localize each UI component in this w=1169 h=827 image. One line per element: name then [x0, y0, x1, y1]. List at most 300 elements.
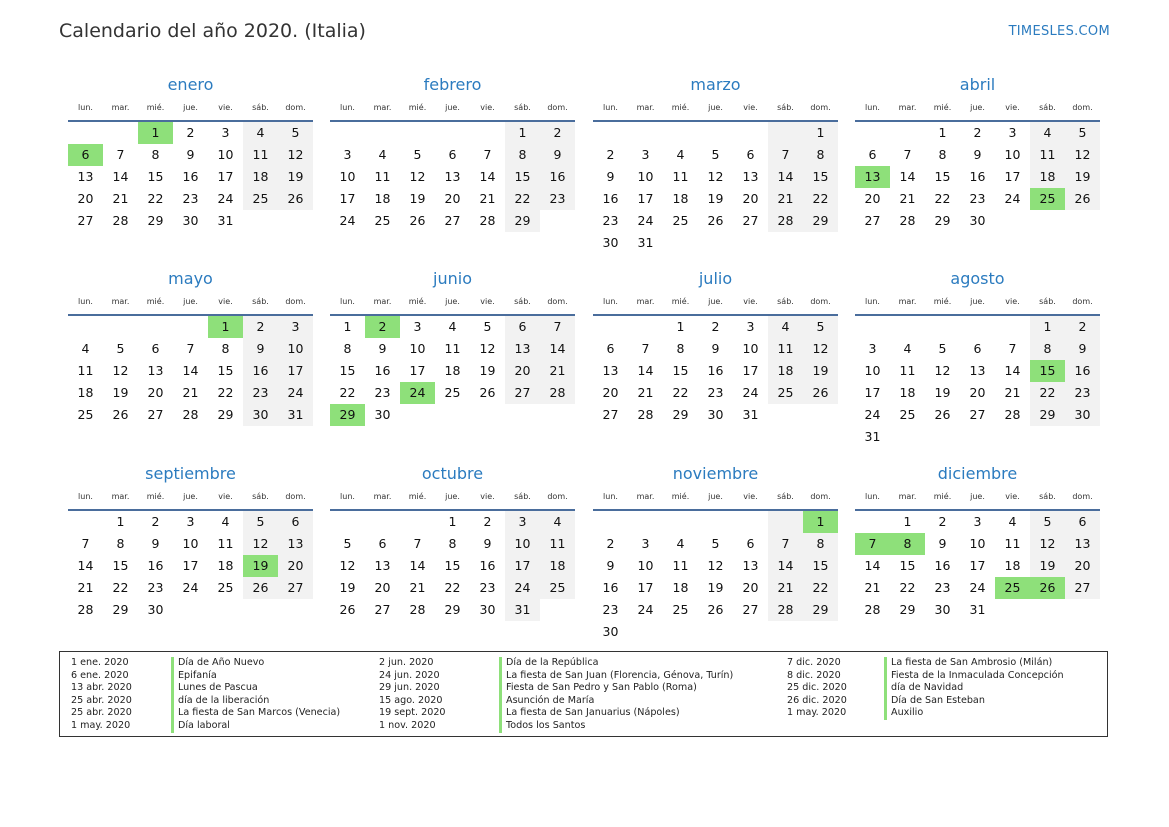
day-cell[interactable]: 1 — [803, 511, 838, 533]
day-cell[interactable]: 20 — [278, 555, 313, 577]
day-cell[interactable]: 24 — [969, 580, 986, 595]
day-cell[interactable]: 12 — [803, 338, 838, 360]
day-cell[interactable]: 24 — [182, 580, 199, 595]
day-cell[interactable]: 16 — [602, 580, 619, 595]
day-cell[interactable]: 22 — [147, 191, 164, 206]
day-cell[interactable]: 16 — [934, 558, 951, 573]
day-cell[interactable]: 27 — [742, 602, 759, 617]
day-cell[interactable]: 6 — [973, 341, 982, 356]
day-cell[interactable]: 14 — [768, 555, 803, 577]
day-cell[interactable]: 15 — [444, 558, 461, 573]
day-cell[interactable]: 21 — [768, 188, 803, 210]
day-cell[interactable]: 15 — [1030, 360, 1065, 382]
day-cell[interactable]: 1 — [448, 514, 457, 529]
day-cell[interactable]: 29 — [803, 210, 838, 232]
day-cell[interactable]: 12 — [707, 558, 724, 573]
day-cell[interactable]: 8 — [1030, 338, 1065, 360]
day-cell[interactable]: 19 — [934, 385, 951, 400]
day-cell[interactable]: 30 — [182, 213, 199, 228]
day-cell[interactable]: 3 — [746, 319, 755, 334]
day-cell[interactable]: 9 — [1065, 338, 1100, 360]
day-cell[interactable]: 29 — [217, 407, 234, 422]
day-cell[interactable]: 13 — [505, 338, 540, 360]
day-cell[interactable]: 3 — [641, 536, 650, 551]
day-cell[interactable]: 1 — [938, 125, 947, 140]
day-cell[interactable]: 31 — [278, 404, 313, 426]
day-cell[interactable]: 31 — [864, 429, 881, 444]
day-cell[interactable]: 31 — [505, 599, 540, 621]
day-cell[interactable]: 11 — [672, 169, 689, 184]
day-cell[interactable]: 11 — [217, 536, 234, 551]
day-cell[interactable]: 14 — [1004, 363, 1021, 378]
day-cell[interactable]: 30 — [602, 235, 619, 250]
day-cell[interactable]: 22 — [803, 188, 838, 210]
day-cell[interactable]: 29 — [934, 213, 951, 228]
day-cell[interactable]: 14 — [864, 558, 881, 573]
day-cell[interactable]: 9 — [606, 169, 615, 184]
day-cell[interactable]: 8 — [803, 144, 838, 166]
day-cell[interactable]: 8 — [890, 533, 925, 555]
day-cell[interactable]: 24 — [864, 407, 881, 422]
day-cell[interactable]: 27 — [864, 213, 881, 228]
day-cell[interactable]: 12 — [339, 558, 356, 573]
day-cell[interactable]: 10 — [505, 533, 540, 555]
brand-link[interactable]: TIMESLES.COM — [1008, 24, 1110, 39]
day-cell[interactable]: 13 — [444, 169, 461, 184]
day-cell[interactable]: 23 — [182, 191, 199, 206]
day-cell[interactable]: 20 — [77, 191, 94, 206]
day-cell[interactable]: 7 — [768, 144, 803, 166]
day-cell[interactable]: 1 — [208, 316, 243, 338]
day-cell[interactable]: 28 — [1004, 407, 1021, 422]
day-cell[interactable]: 14 — [182, 363, 199, 378]
day-cell[interactable]: 5 — [116, 341, 125, 356]
day-cell[interactable]: 9 — [606, 558, 615, 573]
day-cell[interactable]: 19 — [707, 191, 724, 206]
day-cell[interactable]: 28 — [112, 213, 129, 228]
day-cell[interactable]: 3 — [278, 316, 313, 338]
day-cell[interactable]: 9 — [378, 341, 387, 356]
day-cell[interactable]: 16 — [540, 166, 575, 188]
day-cell[interactable]: 4 — [1008, 514, 1017, 529]
day-cell[interactable]: 24 — [400, 382, 435, 404]
day-cell[interactable]: 29 — [1030, 404, 1065, 426]
day-cell[interactable]: 27 — [969, 407, 986, 422]
day-cell[interactable]: 31 — [637, 235, 654, 250]
day-cell[interactable]: 31 — [217, 213, 234, 228]
day-cell[interactable]: 25 — [77, 407, 94, 422]
day-cell[interactable]: 18 — [374, 191, 391, 206]
day-cell[interactable]: 23 — [602, 213, 619, 228]
day-cell[interactable]: 11 — [768, 338, 803, 360]
day-cell[interactable]: 28 — [540, 382, 575, 404]
day-cell[interactable]: 8 — [343, 341, 352, 356]
day-cell[interactable]: 15 — [339, 363, 356, 378]
day-cell[interactable]: 11 — [444, 341, 461, 356]
day-cell[interactable]: 5 — [711, 536, 720, 551]
day-cell[interactable]: 31 — [969, 602, 986, 617]
day-cell[interactable]: 31 — [742, 407, 759, 422]
day-cell[interactable]: 14 — [540, 338, 575, 360]
day-cell[interactable]: 21 — [637, 385, 654, 400]
day-cell[interactable]: 20 — [444, 191, 461, 206]
day-cell[interactable]: 1 — [138, 122, 173, 144]
day-cell[interactable]: 18 — [672, 191, 689, 206]
day-cell[interactable]: 25 — [995, 577, 1030, 599]
day-cell[interactable]: 14 — [77, 558, 94, 573]
day-cell[interactable]: 27 — [742, 213, 759, 228]
day-cell[interactable]: 20 — [602, 385, 619, 400]
day-cell[interactable]: 7 — [116, 147, 125, 162]
day-cell[interactable]: 12 — [409, 169, 426, 184]
day-cell[interactable]: 23 — [602, 602, 619, 617]
day-cell[interactable]: 22 — [339, 385, 356, 400]
day-cell[interactable]: 11 — [1030, 144, 1065, 166]
day-cell[interactable]: 21 — [540, 360, 575, 382]
day-cell[interactable]: 19 — [339, 580, 356, 595]
day-cell[interactable]: 27 — [602, 407, 619, 422]
day-cell[interactable]: 29 — [899, 602, 916, 617]
day-cell[interactable]: 5 — [343, 536, 352, 551]
day-cell[interactable]: 8 — [505, 144, 540, 166]
day-cell[interactable]: 6 — [68, 144, 103, 166]
day-cell[interactable]: 22 — [803, 577, 838, 599]
day-cell[interactable]: 24 — [339, 213, 356, 228]
day-cell[interactable]: 30 — [602, 624, 619, 639]
day-cell[interactable]: 1 — [676, 319, 685, 334]
day-cell[interactable]: 10 — [864, 363, 881, 378]
day-cell[interactable]: 25 — [444, 385, 461, 400]
day-cell[interactable]: 12 — [1065, 144, 1100, 166]
day-cell[interactable]: 26 — [707, 602, 724, 617]
day-cell[interactable]: 13 — [742, 169, 759, 184]
day-cell[interactable]: 13 — [77, 169, 94, 184]
day-cell[interactable]: 9 — [186, 147, 195, 162]
day-cell[interactable]: 8 — [676, 341, 685, 356]
day-cell[interactable]: 9 — [151, 536, 160, 551]
day-cell[interactable]: 15 — [803, 166, 838, 188]
day-cell[interactable]: 21 — [864, 580, 881, 595]
day-cell[interactable]: 23 — [707, 385, 724, 400]
day-cell[interactable]: 29 — [444, 602, 461, 617]
day-cell[interactable]: 23 — [540, 188, 575, 210]
day-cell[interactable]: 16 — [969, 169, 986, 184]
day-cell[interactable]: 17 — [637, 580, 654, 595]
day-cell[interactable]: 5 — [483, 319, 492, 334]
day-cell[interactable]: 20 — [742, 580, 759, 595]
day-cell[interactable]: 20 — [1065, 555, 1100, 577]
day-cell[interactable]: 9 — [483, 536, 492, 551]
day-cell[interactable]: 18 — [672, 580, 689, 595]
day-cell[interactable]: 18 — [899, 385, 916, 400]
day-cell[interactable]: 3 — [1008, 125, 1017, 140]
day-cell[interactable]: 25 — [217, 580, 234, 595]
day-cell[interactable]: 28 — [479, 213, 496, 228]
day-cell[interactable]: 21 — [77, 580, 94, 595]
day-cell[interactable]: 4 — [221, 514, 230, 529]
day-cell[interactable]: 6 — [151, 341, 160, 356]
day-cell[interactable]: 11 — [77, 363, 94, 378]
day-cell[interactable]: 7 — [641, 341, 650, 356]
day-cell[interactable]: 28 — [768, 210, 803, 232]
day-cell[interactable]: 26 — [707, 213, 724, 228]
day-cell[interactable]: 5 — [803, 316, 838, 338]
day-cell[interactable]: 30 — [934, 602, 951, 617]
day-cell[interactable]: 10 — [969, 536, 986, 551]
day-cell[interactable]: 25 — [374, 213, 391, 228]
day-cell[interactable]: 11 — [672, 558, 689, 573]
day-cell[interactable]: 10 — [409, 341, 426, 356]
day-cell[interactable]: 4 — [1030, 122, 1065, 144]
day-cell[interactable]: 26 — [1065, 188, 1100, 210]
day-cell[interactable]: 13 — [969, 363, 986, 378]
day-cell[interactable]: 13 — [855, 166, 890, 188]
day-cell[interactable]: 12 — [934, 363, 951, 378]
day-cell[interactable]: 21 — [1004, 385, 1021, 400]
day-cell[interactable]: 16 — [243, 360, 278, 382]
day-cell[interactable]: 8 — [803, 533, 838, 555]
day-cell[interactable]: 14 — [409, 558, 426, 573]
day-cell[interactable]: 16 — [182, 169, 199, 184]
day-cell[interactable]: 29 — [112, 602, 129, 617]
day-cell[interactable]: 12 — [278, 144, 313, 166]
day-cell[interactable]: 16 — [1065, 360, 1100, 382]
day-cell[interactable]: 10 — [182, 536, 199, 551]
day-cell[interactable]: 21 — [112, 191, 129, 206]
day-cell[interactable]: 8 — [938, 147, 947, 162]
day-cell[interactable]: 24 — [505, 577, 540, 599]
day-cell[interactable]: 18 — [243, 166, 278, 188]
day-cell[interactable]: 14 — [637, 363, 654, 378]
day-cell[interactable]: 4 — [768, 316, 803, 338]
day-cell[interactable]: 17 — [339, 191, 356, 206]
day-cell[interactable]: 17 — [969, 558, 986, 573]
day-cell[interactable]: 17 — [217, 169, 234, 184]
day-cell[interactable]: 19 — [112, 385, 129, 400]
day-cell[interactable]: 15 — [803, 555, 838, 577]
day-cell[interactable]: 19 — [803, 360, 838, 382]
day-cell[interactable]: 15 — [217, 363, 234, 378]
day-cell[interactable]: 2 — [711, 319, 720, 334]
day-cell[interactable]: 25 — [768, 382, 803, 404]
day-cell[interactable]: 26 — [339, 602, 356, 617]
day-cell[interactable]: 2 — [1065, 316, 1100, 338]
day-cell[interactable]: 23 — [1065, 382, 1100, 404]
day-cell[interactable]: 29 — [330, 404, 365, 426]
day-cell[interactable]: 11 — [374, 169, 391, 184]
day-cell[interactable]: 15 — [899, 558, 916, 573]
day-cell[interactable]: 5 — [1030, 511, 1065, 533]
day-cell[interactable]: 26 — [278, 188, 313, 210]
day-cell[interactable]: 17 — [278, 360, 313, 382]
day-cell[interactable]: 14 — [768, 166, 803, 188]
day-cell[interactable]: 10 — [637, 558, 654, 573]
day-cell[interactable]: 29 — [147, 213, 164, 228]
day-cell[interactable]: 23 — [479, 580, 496, 595]
day-cell[interactable]: 2 — [243, 316, 278, 338]
day-cell[interactable]: 2 — [973, 125, 982, 140]
day-cell[interactable]: 2 — [606, 536, 615, 551]
day-cell[interactable]: 17 — [637, 191, 654, 206]
day-cell[interactable]: 5 — [711, 147, 720, 162]
day-cell[interactable]: 18 — [540, 555, 575, 577]
day-cell[interactable]: 7 — [186, 341, 195, 356]
day-cell[interactable]: 3 — [343, 147, 352, 162]
day-cell[interactable]: 29 — [505, 210, 540, 232]
day-cell[interactable]: 19 — [243, 555, 278, 577]
day-cell[interactable]: 22 — [505, 188, 540, 210]
day-cell[interactable]: 19 — [409, 191, 426, 206]
day-cell[interactable]: 18 — [77, 385, 94, 400]
day-cell[interactable]: 17 — [409, 363, 426, 378]
day-cell[interactable]: 4 — [676, 147, 685, 162]
day-cell[interactable]: 6 — [448, 147, 457, 162]
day-cell[interactable]: 30 — [374, 407, 391, 422]
day-cell[interactable]: 11 — [540, 533, 575, 555]
day-cell[interactable]: 8 — [151, 147, 160, 162]
day-cell[interactable]: 30 — [969, 213, 986, 228]
day-cell[interactable]: 2 — [186, 125, 195, 140]
day-cell[interactable]: 20 — [969, 385, 986, 400]
day-cell[interactable]: 23 — [934, 580, 951, 595]
day-cell[interactable]: 22 — [1030, 382, 1065, 404]
day-cell[interactable]: 19 — [278, 166, 313, 188]
day-cell[interactable]: 2 — [151, 514, 160, 529]
day-cell[interactable]: 11 — [243, 144, 278, 166]
day-cell[interactable]: 16 — [147, 558, 164, 573]
day-cell[interactable]: 7 — [81, 536, 90, 551]
day-cell[interactable]: 29 — [672, 407, 689, 422]
day-cell[interactable]: 7 — [768, 533, 803, 555]
day-cell[interactable]: 17 — [742, 363, 759, 378]
day-cell[interactable]: 4 — [540, 511, 575, 533]
day-cell[interactable]: 11 — [899, 363, 916, 378]
day-cell[interactable]: 28 — [899, 213, 916, 228]
day-cell[interactable]: 17 — [505, 555, 540, 577]
day-cell[interactable]: 2 — [938, 514, 947, 529]
day-cell[interactable]: 15 — [147, 169, 164, 184]
day-cell[interactable]: 20 — [147, 385, 164, 400]
day-cell[interactable]: 3 — [641, 147, 650, 162]
day-cell[interactable]: 26 — [1030, 577, 1065, 599]
day-cell[interactable]: 28 — [637, 407, 654, 422]
day-cell[interactable]: 24 — [1004, 191, 1021, 206]
day-cell[interactable]: 28 — [768, 599, 803, 621]
day-cell[interactable]: 5 — [938, 341, 947, 356]
day-cell[interactable]: 27 — [77, 213, 94, 228]
day-cell[interactable]: 3 — [868, 341, 877, 356]
day-cell[interactable]: 25 — [899, 407, 916, 422]
day-cell[interactable]: 4 — [676, 536, 685, 551]
day-cell[interactable]: 28 — [182, 407, 199, 422]
day-cell[interactable]: 8 — [448, 536, 457, 551]
day-cell[interactable]: 29 — [803, 599, 838, 621]
day-cell[interactable]: 8 — [221, 341, 230, 356]
day-cell[interactable]: 19 — [1030, 555, 1065, 577]
day-cell[interactable]: 20 — [742, 191, 759, 206]
day-cell[interactable]: 27 — [278, 577, 313, 599]
day-cell[interactable]: 24 — [637, 213, 654, 228]
day-cell[interactable]: 7 — [413, 536, 422, 551]
day-cell[interactable]: 24 — [742, 385, 759, 400]
day-cell[interactable]: 5 — [278, 122, 313, 144]
day-cell[interactable]: 27 — [444, 213, 461, 228]
day-cell[interactable]: 25 — [1030, 188, 1065, 210]
day-cell[interactable]: 28 — [77, 602, 94, 617]
day-cell[interactable]: 27 — [1065, 577, 1100, 599]
day-cell[interactable]: 18 — [217, 558, 234, 573]
day-cell[interactable]: 16 — [602, 191, 619, 206]
day-cell[interactable]: 13 — [1065, 533, 1100, 555]
day-cell[interactable]: 16 — [374, 363, 391, 378]
day-cell[interactable]: 25 — [672, 213, 689, 228]
day-cell[interactable]: 22 — [217, 385, 234, 400]
day-cell[interactable]: 13 — [742, 558, 759, 573]
day-cell[interactable]: 14 — [112, 169, 129, 184]
day-cell[interactable]: 8 — [116, 536, 125, 551]
day-cell[interactable]: 17 — [182, 558, 199, 573]
day-cell[interactable]: 28 — [409, 602, 426, 617]
day-cell[interactable]: 27 — [505, 382, 540, 404]
day-cell[interactable]: 25 — [243, 188, 278, 210]
day-cell[interactable]: 12 — [112, 363, 129, 378]
day-cell[interactable]: 30 — [707, 407, 724, 422]
day-cell[interactable]: 23 — [374, 385, 391, 400]
day-cell[interactable]: 6 — [746, 536, 755, 551]
day-cell[interactable]: 28 — [864, 602, 881, 617]
day-cell[interactable]: 22 — [112, 580, 129, 595]
day-cell[interactable]: 9 — [711, 341, 720, 356]
day-cell[interactable]: 30 — [479, 602, 496, 617]
day-cell[interactable]: 14 — [479, 169, 496, 184]
day-cell[interactable]: 2 — [540, 122, 575, 144]
day-cell[interactable]: 15 — [112, 558, 129, 573]
day-cell[interactable]: 17 — [864, 385, 881, 400]
day-cell[interactable]: 1 — [343, 319, 352, 334]
day-cell[interactable]: 3 — [186, 514, 195, 529]
day-cell[interactable]: 5 — [1065, 122, 1100, 144]
day-cell[interactable]: 22 — [672, 385, 689, 400]
day-cell[interactable]: 23 — [147, 580, 164, 595]
day-cell[interactable]: 23 — [243, 382, 278, 404]
day-cell[interactable]: 10 — [217, 147, 234, 162]
day-cell[interactable]: 24 — [637, 602, 654, 617]
day-cell[interactable]: 4 — [903, 341, 912, 356]
day-cell[interactable]: 3 — [413, 319, 422, 334]
day-cell[interactable]: 1 — [116, 514, 125, 529]
day-cell[interactable]: 9 — [243, 338, 278, 360]
day-cell[interactable]: 3 — [221, 125, 230, 140]
day-cell[interactable]: 4 — [378, 147, 387, 162]
day-cell[interactable]: 10 — [278, 338, 313, 360]
day-cell[interactable]: 3 — [973, 514, 982, 529]
day-cell[interactable]: 1 — [903, 514, 912, 529]
day-cell[interactable]: 10 — [1004, 147, 1021, 162]
day-cell[interactable]: 9 — [973, 147, 982, 162]
day-cell[interactable]: 18 — [768, 360, 803, 382]
day-cell[interactable]: 14 — [899, 169, 916, 184]
day-cell[interactable]: 30 — [147, 602, 164, 617]
day-cell[interactable]: 6 — [868, 147, 877, 162]
day-cell[interactable]: 15 — [934, 169, 951, 184]
day-cell[interactable]: 19 — [479, 363, 496, 378]
day-cell[interactable]: 4 — [243, 122, 278, 144]
day-cell[interactable]: 16 — [707, 363, 724, 378]
day-cell[interactable]: 21 — [899, 191, 916, 206]
day-cell[interactable]: 22 — [934, 191, 951, 206]
day-cell[interactable]: 7 — [483, 147, 492, 162]
day-cell[interactable]: 7 — [1008, 341, 1017, 356]
